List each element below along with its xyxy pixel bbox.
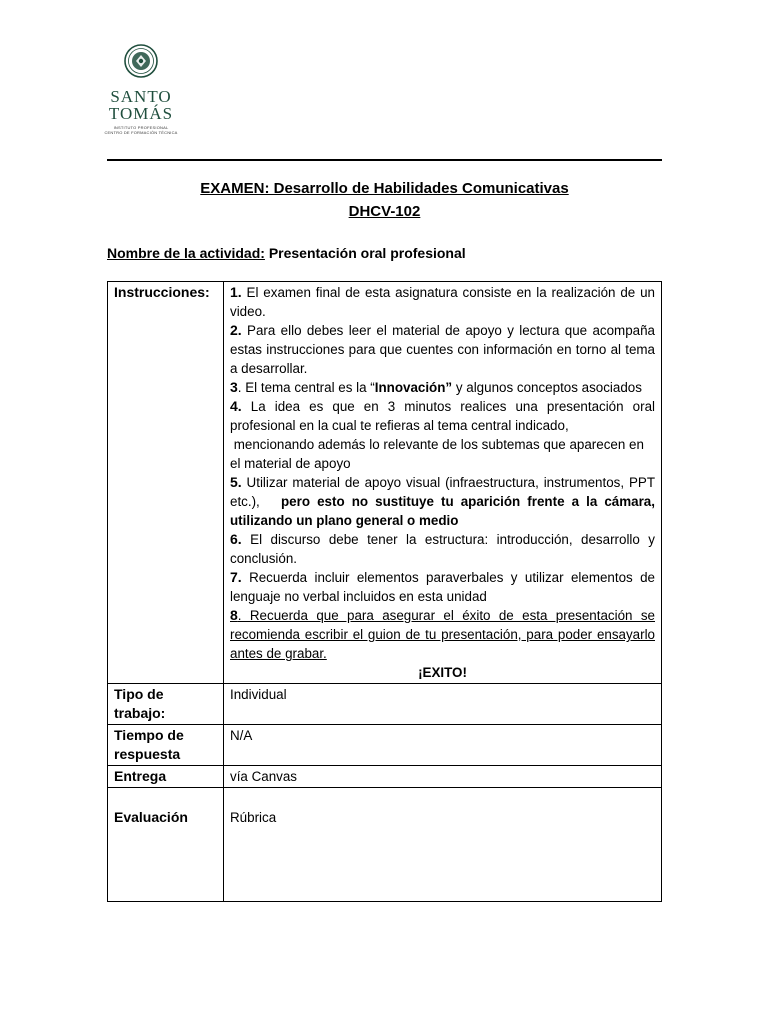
response-time-value: N/A (224, 725, 662, 766)
work-type-row (108, 684, 662, 725)
header-divider (107, 159, 662, 161)
response-time-row (108, 725, 662, 766)
evaluation-value: Rúbrica (224, 788, 662, 902)
instruction-item: 8. Recuerda que para asegurar el éxito de esta presentación se recomienda escribir el guion de tu presentación, para poder ensayarlo antes de grabar. (230, 607, 655, 661)
evaluation-label: Evaluación (108, 788, 224, 902)
activity-value: Presentación oral profesional (264, 245, 466, 261)
brand-name-line2: TOMÁS (108, 104, 174, 123)
delivery-row (108, 766, 662, 788)
exam-details-table (107, 281, 662, 902)
instruction-item: 2. Para ello debes leer el material de apoyo y lectura que acompaña estas instrucciones para que cuentes con información en torno al tema a desarrollar. (230, 322, 655, 376)
delivery-label: Entrega (108, 766, 224, 788)
instruction-item: 4. La idea es que en 3 minutos realices una presentación oral profesional en la cual te refieras al tema central indicado, (230, 398, 655, 433)
logo-tagline-1: INSTITUTO PROFESIONAL (113, 125, 169, 130)
instructions-row (108, 282, 662, 684)
instruction-item: 7. Recuerda incluir elementos paraverbales y utilizar elementos de lenguaje no verbal incluidos en esta unidad (230, 569, 655, 604)
closing-message: ¡EXITO! (418, 665, 467, 680)
instructions-label: Instrucciones: (108, 282, 224, 684)
exam-title: EXAMEN: Desarrollo de Habilidades Comunicativas (200, 180, 569, 197)
instruction-item-continued: mencionando además lo relevante de los subtemas que aparecen en el material de apoyo (230, 437, 648, 471)
instruction-item: 3. El tema central es la “Innovación” y algunos conceptos asociados (230, 379, 642, 395)
work-type-label: Tipo de trabajo: (108, 684, 224, 725)
instructions-content (224, 282, 662, 684)
activity-name (107, 245, 466, 261)
logo-tagline-2: CENTRO DE FORMACIÓN TÉCNICA (104, 130, 178, 135)
evaluation-row (108, 788, 662, 902)
instruction-item: 1. El examen final de esta asignatura consiste en la realización de un video. (230, 284, 655, 319)
instruction-item: 5. Utilizar material de apoyo visual (infraestructura, instrumentos, PPT etc.), pero esto no sustituye tu aparición frente a la cámara, utilizando un plano general o medio (230, 474, 659, 528)
brand-name-line1: SANTO (110, 87, 172, 106)
seal-icon (124, 44, 158, 78)
work-type-value: Individual (224, 684, 662, 725)
activity-label: Nombre de la actividad: (107, 245, 265, 261)
institution-logo (100, 44, 182, 135)
delivery-value: vía Canvas (224, 766, 662, 788)
course-code: DHCV-102 (348, 203, 421, 220)
response-time-label: Tiempo de respuesta (108, 725, 224, 766)
instruction-item: 6. El discurso debe tener la estructura: introducción, desarrollo y conclusión. (230, 531, 655, 566)
